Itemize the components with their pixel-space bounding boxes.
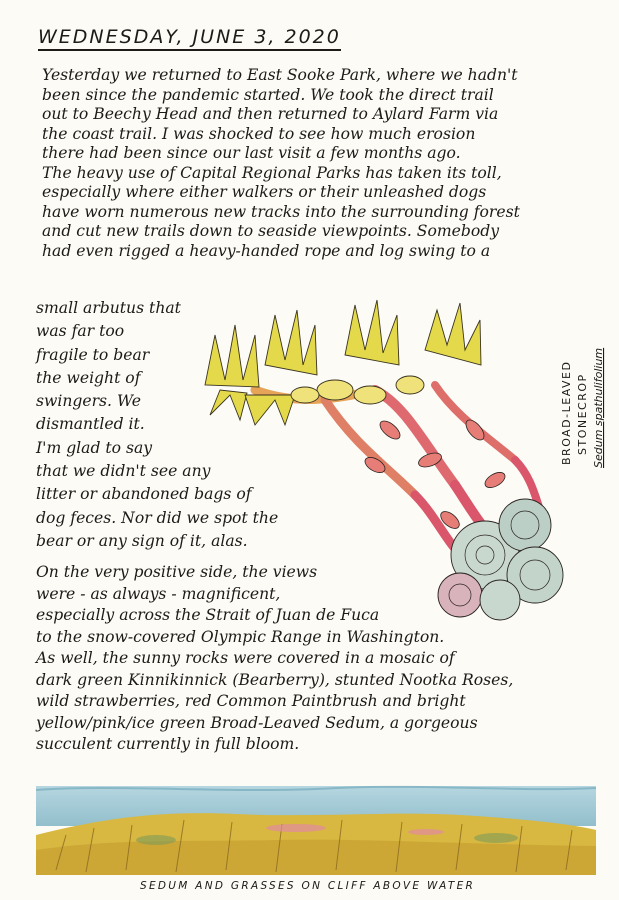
text-line: wild strawberries, red Common Paintbrush and bright [36,692,466,710]
text-line: were - as always - magnificent, [36,584,281,603]
text-line: On the very positive side, the views [36,563,318,581]
text-line: that we didn't see any [36,462,211,481]
text-line: to the snow-covered Olympic Range in Washington. [36,627,445,646]
cliff-landscape-illustration [36,780,596,879]
plant-common-name-2: STONECROP [576,373,589,455]
text-line: there had been since our last visit a few months ago. [42,144,461,162]
text-line: dark green Kinnikinnick (Bearberry), stunted Nootka Roses, [36,670,514,689]
text-line: the coast trail. I was shocked to see how much erosion [42,124,476,143]
text-line: litter or abandoned bags of [36,485,252,504]
text-line: the weight of [36,368,141,387]
text-line: I'm glad to say [36,438,153,457]
text-line: dismantled it. [36,415,145,434]
text-line: yellow/pink/ice green Broad-Leaved Sedum, a gorgeous [36,713,478,732]
text-line: bear or any sign of it, alas. [36,531,248,550]
plant-common-name: BROAD-LEAVED [560,360,573,465]
text-line: succulent currently in full bloom. [36,735,300,753]
text-line: The heavy use of Capital Regional Parks has taken its toll, [42,163,502,182]
text-line: had even rigged a heavy-handed rope and log swing to a [42,241,491,260]
illustration-caption: SEDUM AND GRASSES ON CLIFF ABOVE WATER [140,880,476,892]
text-line: and cut new trails down to seaside viewpoints. Somebody [42,222,500,240]
text-line: small arbutus that [36,299,181,317]
text-line: have worn numerous new tracks into the surrounding forest [42,202,520,221]
plant-label [556,310,619,470]
text-line: fragile to bear [36,345,150,364]
text-line: especially across the Strait of Juan de Fuca [36,606,380,624]
text-line: especially where either walkers or their unleashed dogs [42,183,487,201]
paragraph-views [36,562,513,756]
text-line: dog feces. Nor did we spot the [36,508,279,527]
text-line: was far too [36,322,125,341]
text-line: Yesterday we returned to East Sooke Park, where we hadn't [42,66,518,84]
text-line: out to Beechy Head and then returned to Aylard Farm via [42,105,499,123]
text-line: swingers. We [36,392,141,411]
page-date-heading: WEDNESDAY, JUNE 3, 2020 [38,26,341,51]
text-line: As well, the sunny rocks were covered in a mosaic of [36,649,455,667]
text-line: been since the pandemic started. We took the direct trail [42,85,494,104]
paragraph-intro [42,66,520,261]
plant-latin-name: Sedum spathulifolium [592,347,605,468]
